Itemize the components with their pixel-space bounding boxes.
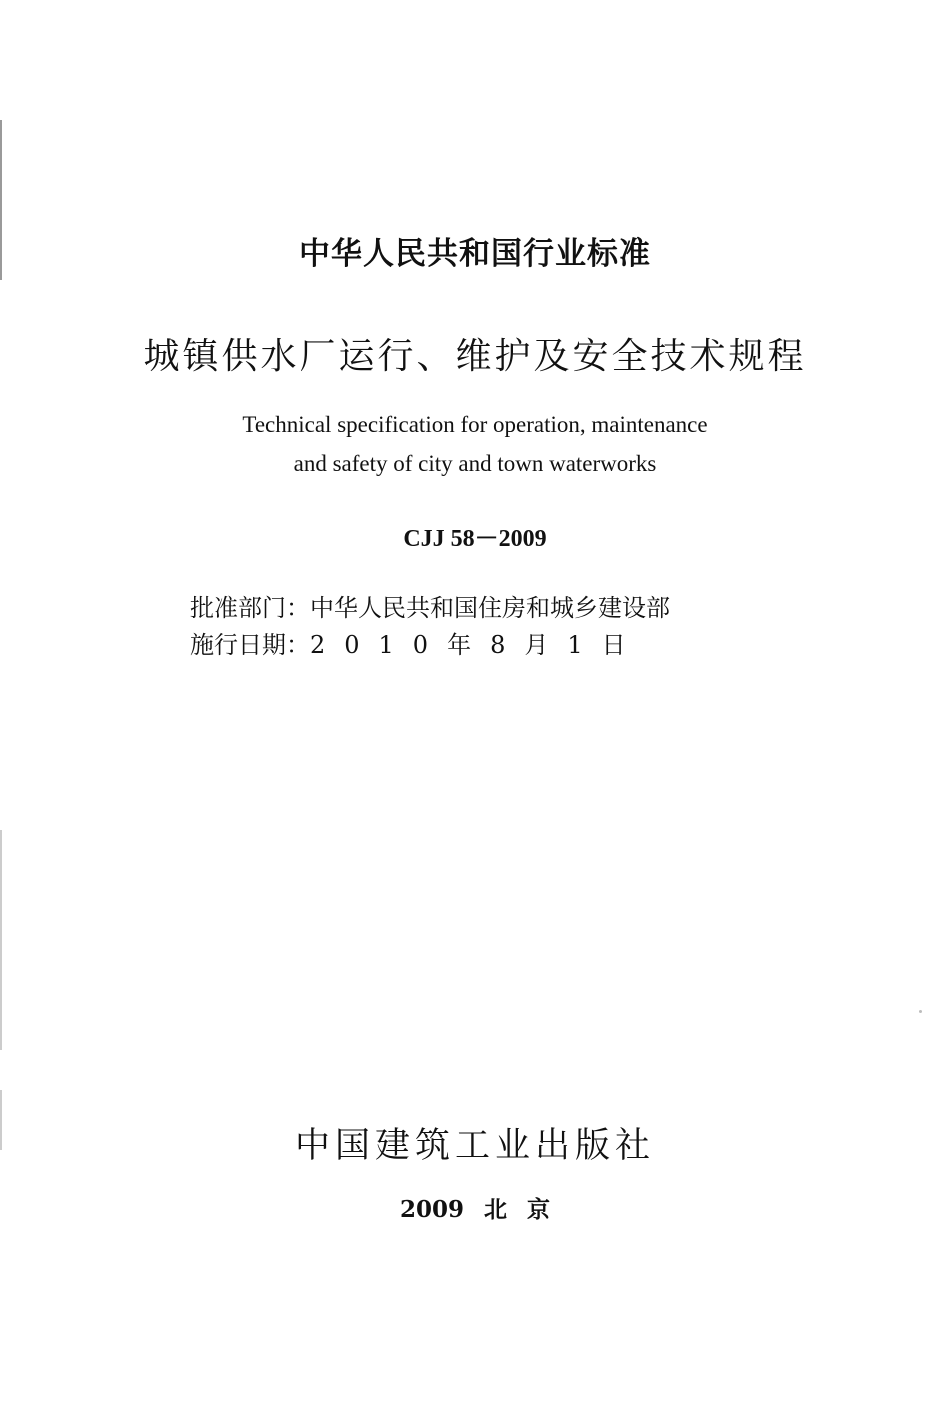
title-chinese: 城镇供水厂运行、维护及安全技术规程: [143, 336, 807, 377]
scan-edge-mark: [0, 830, 2, 1050]
standard-code: CJJ 58－2009: [403, 526, 547, 552]
title-english-line-1: Technical specification for operation, maintenance: [242, 412, 708, 437]
scan-speck: [919, 1010, 922, 1013]
publication-year-city: 2009 北 京: [399, 1196, 551, 1223]
title-english: [0, 405, 950, 483]
approval-label: 批准部门：: [190, 594, 310, 622]
approval-department: [190, 588, 670, 623]
effective-value: 2010年8月1日: [310, 631, 645, 659]
publisher-name: 中国建筑工业出版社: [294, 1126, 655, 1166]
approval-value: 中华人民共和国住房和城乡建设部: [310, 594, 670, 622]
standard-category: 中华人民共和国行业标准: [299, 236, 651, 272]
effective-label: 施行日期：: [190, 631, 310, 659]
title-english-line-2: and safety of city and town waterworks: [293, 451, 657, 476]
effective-date: [190, 625, 645, 660]
